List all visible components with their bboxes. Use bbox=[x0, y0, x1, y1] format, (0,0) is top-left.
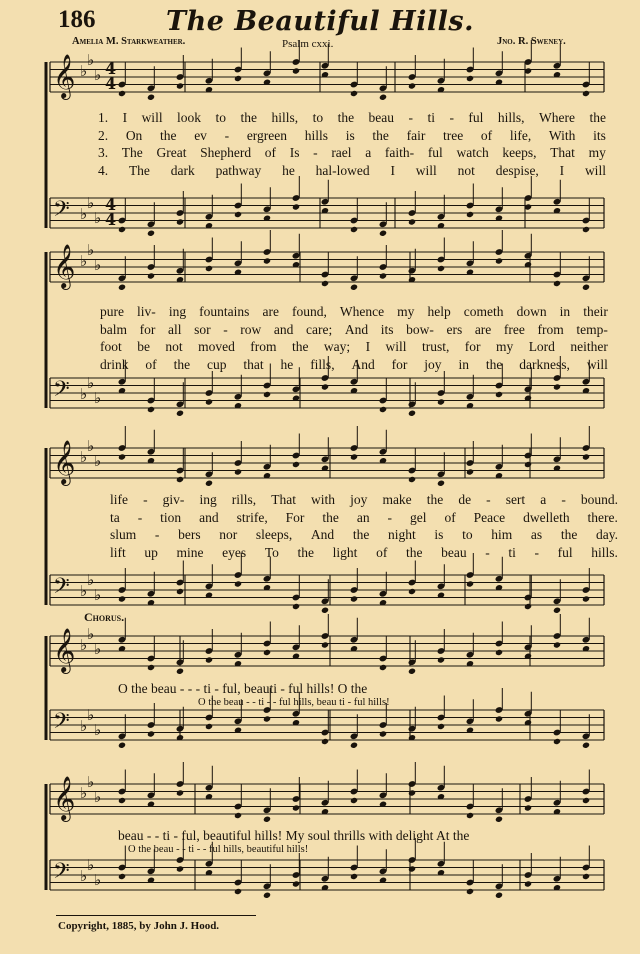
system2-treble-note bbox=[147, 272, 155, 279]
author-credit: Amelia M. Starkweather. bbox=[72, 36, 186, 47]
page-number: 186 bbox=[58, 6, 96, 33]
bass-clef-icon: 𝄢 bbox=[53, 859, 70, 889]
chorus2-bass-note bbox=[524, 880, 532, 887]
chorus1-bass-note bbox=[553, 738, 561, 745]
chorus2-treble-note bbox=[118, 797, 126, 804]
system3-bass-note bbox=[582, 595, 590, 602]
chorus2-treble-note bbox=[408, 789, 416, 796]
system2-bass-note bbox=[263, 391, 271, 398]
verse-2: 2. On the ev - ergreen hills is the fair tree of life, With its bbox=[98, 127, 606, 143]
system2-treble-note bbox=[205, 265, 213, 272]
time-signature: 4 bbox=[105, 195, 117, 214]
chorus2-treble-note bbox=[263, 816, 271, 823]
chorus2-treble-note bbox=[466, 812, 474, 819]
chorus2-bass-note bbox=[408, 865, 416, 872]
chorus1-bass-note bbox=[263, 715, 271, 722]
chorus1-treble-note bbox=[437, 656, 445, 663]
treble-clef-icon: 𝄞 bbox=[53, 776, 76, 820]
system1-bass-note bbox=[292, 203, 300, 210]
chorus2-treble-note bbox=[234, 812, 242, 819]
flat-icon: ♭ bbox=[80, 717, 88, 735]
chorus1-treble-note bbox=[205, 656, 213, 663]
verse-1: pure liv- ing fountains are found, Whence my help cometh down in their bbox=[100, 304, 608, 319]
chorus2-bass-note bbox=[118, 873, 126, 880]
footer-rule bbox=[56, 915, 256, 916]
flat-icon: ♭ bbox=[87, 194, 95, 212]
chorus-label: Chorus. bbox=[84, 610, 125, 624]
flat-icon: ♭ bbox=[94, 788, 102, 806]
system3-treble-note bbox=[408, 476, 416, 483]
flat-icon: ♭ bbox=[87, 625, 95, 643]
bass-clef-icon: 𝄢 bbox=[53, 574, 70, 604]
system3-treble-note bbox=[582, 453, 590, 460]
system2-bass-note bbox=[147, 406, 155, 413]
chorus2-bass-note bbox=[582, 873, 590, 880]
hymn-title: The Beautiful Hills. bbox=[166, 6, 474, 37]
system1-treble-note bbox=[292, 67, 300, 74]
system2-treble-note bbox=[553, 280, 561, 287]
chorus2-treble-note bbox=[292, 804, 300, 811]
chorus2-soprano-lyrics: beau - - ti - ful, beautiful hills! My soul thrills with delight At the bbox=[118, 828, 470, 843]
system2-bass-note bbox=[553, 383, 561, 390]
system2-treble-note bbox=[379, 272, 387, 279]
chorus1-treble-note bbox=[147, 664, 155, 671]
chorus1-bass-note bbox=[437, 723, 445, 730]
flat-icon: ♭ bbox=[87, 773, 95, 791]
chorus1-treble-note bbox=[553, 641, 561, 648]
flat-icon: ♭ bbox=[80, 448, 88, 466]
flat-icon: ♭ bbox=[80, 636, 88, 654]
system2-bass-note bbox=[437, 398, 445, 405]
system3-bass-note bbox=[234, 580, 242, 587]
system3-treble-note bbox=[292, 461, 300, 468]
chorus1-treble-note bbox=[495, 649, 503, 656]
flat-icon: ♭ bbox=[94, 209, 102, 227]
chorus2-treble-note bbox=[582, 797, 590, 804]
system1-bass-note bbox=[118, 226, 126, 233]
chorus2-treble-note bbox=[350, 797, 358, 804]
system3-bass-note bbox=[118, 595, 126, 602]
system3-treble-note bbox=[234, 468, 242, 475]
verse-2: ta - tion and strife, For the an - gel of Peace dwelleth there. bbox=[110, 509, 618, 525]
flat-icon: ♭ bbox=[80, 784, 88, 802]
verse-4: lift up mine eyes To the light of the beau - ti - ful hills. bbox=[110, 544, 618, 560]
chorus2-treble-note bbox=[495, 816, 503, 823]
chorus1-bass-note bbox=[379, 730, 387, 737]
flat-icon: ♭ bbox=[87, 51, 95, 69]
system3-bass-note bbox=[524, 603, 532, 610]
treble-clef-icon: 𝄞 bbox=[53, 440, 76, 484]
flat-icon: ♭ bbox=[87, 437, 95, 455]
system1-bass-note bbox=[582, 226, 590, 233]
system3-treble-note bbox=[524, 461, 532, 468]
chorus1-bass-note bbox=[321, 738, 329, 745]
flat-icon: ♭ bbox=[94, 640, 102, 658]
flat-icon: ♭ bbox=[94, 256, 102, 274]
system2-treble-note bbox=[321, 280, 329, 287]
system1-treble-note bbox=[118, 90, 126, 97]
chorus1-bass-note bbox=[582, 742, 590, 749]
system1-treble-note bbox=[234, 75, 242, 82]
copyright-notice: Copyright, 1885, by John J. Hood. bbox=[58, 920, 220, 932]
flat-icon: ♭ bbox=[94, 389, 102, 407]
system1-treble-note bbox=[408, 82, 416, 89]
verse-1: life - giv- ing rills, That with joy make the de - sert a - bound. bbox=[110, 492, 618, 507]
system1-treble-note bbox=[147, 94, 155, 101]
chorus1-treble-note bbox=[408, 668, 416, 675]
system1-bass-note bbox=[408, 218, 416, 225]
system2-treble-note bbox=[263, 257, 271, 264]
chorus2-treble-note bbox=[524, 804, 532, 811]
system2-bass-note bbox=[379, 406, 387, 413]
verse-3: foot be not moved from the way; I will trust, for my Lord neither bbox=[100, 339, 608, 354]
flat-icon: ♭ bbox=[87, 571, 95, 589]
system2-treble-note bbox=[437, 265, 445, 272]
system3-treble-note bbox=[350, 453, 358, 460]
bass-clef-icon: 𝄢 bbox=[53, 197, 70, 227]
flat-icon: ♭ bbox=[94, 452, 102, 470]
chorus2-bass-note bbox=[176, 865, 184, 872]
system3-bass-note bbox=[176, 588, 184, 595]
chorus1-bass-note bbox=[147, 730, 155, 737]
system3-treble-note bbox=[205, 480, 213, 487]
system1-bass-note bbox=[350, 226, 358, 233]
time-signature: 4 bbox=[105, 74, 117, 93]
system3-treble-note bbox=[466, 468, 474, 475]
scripture-reference: Psalm cxxi. bbox=[282, 38, 334, 50]
flat-icon: ♭ bbox=[94, 871, 102, 889]
system3-bass-note bbox=[553, 607, 561, 614]
bass-clef-icon: 𝄢 bbox=[53, 709, 70, 739]
flat-icon: ♭ bbox=[94, 721, 102, 739]
system3-bass-note bbox=[466, 580, 474, 587]
system2-bass-note bbox=[408, 410, 416, 417]
chorus1-bass-note bbox=[495, 715, 503, 722]
flat-icon: ♭ bbox=[87, 374, 95, 392]
chorus1-bass-note bbox=[118, 742, 126, 749]
system2-treble-note bbox=[350, 284, 358, 291]
chorus1-bass-note bbox=[350, 742, 358, 749]
flat-icon: ♭ bbox=[87, 706, 95, 724]
system2-treble-note bbox=[582, 284, 590, 291]
flat-icon: ♭ bbox=[80, 582, 88, 600]
system3-bass-note bbox=[350, 595, 358, 602]
system1-lyrics bbox=[98, 109, 606, 179]
system1-bass-note bbox=[234, 211, 242, 218]
system1-treble-note bbox=[582, 90, 590, 97]
flat-icon: ♭ bbox=[94, 586, 102, 604]
system1-treble-note bbox=[379, 94, 387, 101]
chorus1-treble-note bbox=[379, 664, 387, 671]
treble-clef-icon: 𝄞 bbox=[53, 54, 76, 98]
composer-credit: Jno. R. Sweney. bbox=[497, 36, 566, 47]
chorus2-bass-note bbox=[263, 892, 271, 899]
flat-icon: ♭ bbox=[80, 867, 88, 885]
verse-4: drink of the cup that he fills, And for joy in the darkness, will bbox=[100, 356, 608, 372]
system3-bass-note bbox=[321, 607, 329, 614]
chorus1-treble-note bbox=[176, 668, 184, 675]
chorus2-bass-lyrics: O the beau - - ti - - ful hills, beautiful hills! bbox=[128, 844, 309, 855]
verse-3: 3. The Great Shepherd of Is - rael a faith- ful watch keeps, That my bbox=[98, 145, 606, 160]
verse-2: balm for all sor - row and care; And its bow- ers are free from temp- bbox=[100, 321, 608, 337]
flat-icon: ♭ bbox=[80, 252, 88, 270]
chorus2-bass-note bbox=[495, 892, 503, 899]
flat-icon: ♭ bbox=[80, 385, 88, 403]
system2-treble-note bbox=[118, 284, 126, 291]
system1-treble-note bbox=[176, 82, 184, 89]
system3-treble-note bbox=[176, 476, 184, 483]
system1-bass-note bbox=[466, 211, 474, 218]
system1-bass-note bbox=[176, 218, 184, 225]
time-signature: 4 bbox=[105, 59, 117, 78]
treble-clef-icon: 𝄞 bbox=[53, 628, 76, 672]
chorus1-bass-lyrics: O the beau - - ti - - ful hills, beau ti - ful hills! bbox=[198, 697, 390, 708]
system2-bass-note bbox=[495, 391, 503, 398]
chorus2-bass-note bbox=[234, 888, 242, 895]
flat-icon: ♭ bbox=[80, 62, 88, 80]
system3-bass-note bbox=[292, 603, 300, 610]
chorus2-bass-note bbox=[292, 880, 300, 887]
system2-treble-note bbox=[495, 257, 503, 264]
verse-3: slum - bers nor sleeps, And the night is to him as the day. bbox=[110, 527, 618, 542]
system1-treble-note bbox=[466, 75, 474, 82]
verse-4: 4. The dark pathway he hal-lowed I will not despise, I will bbox=[98, 162, 606, 178]
system3-treble-note bbox=[437, 480, 445, 487]
system2-bass-note bbox=[176, 410, 184, 417]
treble-clef-icon: 𝄞 bbox=[53, 244, 76, 288]
time-signature: 4 bbox=[105, 210, 117, 229]
flat-icon: ♭ bbox=[94, 66, 102, 84]
flat-icon: ♭ bbox=[80, 205, 88, 223]
flat-icon: ♭ bbox=[87, 241, 95, 259]
chorus1-bass-note bbox=[205, 723, 213, 730]
system2-bass-note bbox=[205, 398, 213, 405]
flat-icon: ♭ bbox=[87, 856, 95, 874]
system2-lyrics bbox=[100, 303, 608, 373]
system3-bass-note bbox=[408, 588, 416, 595]
system3-lyrics bbox=[110, 491, 618, 561]
system1-bass-note bbox=[147, 230, 155, 237]
verse-1: 1. I will look to the hills, to the beau - ti - ful hills, Where the bbox=[98, 110, 606, 125]
chorus2-bass-note bbox=[350, 873, 358, 880]
chorus1-treble-note bbox=[263, 649, 271, 656]
chorus2-bass-note bbox=[466, 888, 474, 895]
system2-bass-note bbox=[321, 383, 329, 390]
system3-treble-note bbox=[118, 453, 126, 460]
system1-bass-note bbox=[379, 230, 387, 237]
chorus2-treble-note bbox=[176, 789, 184, 796]
bass-clef-icon: 𝄢 bbox=[53, 377, 70, 407]
system1-treble-note bbox=[350, 90, 358, 97]
chorus1-soprano-lyrics: O the beau - - - ti - ful, beauti - ful hills! O the bbox=[118, 681, 368, 696]
chorus1-treble-note bbox=[321, 641, 329, 648]
